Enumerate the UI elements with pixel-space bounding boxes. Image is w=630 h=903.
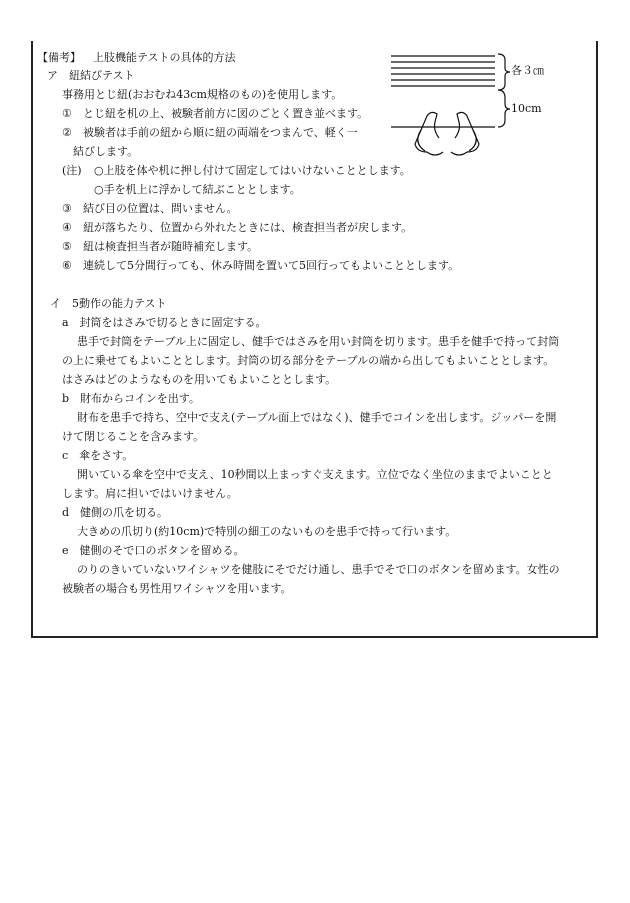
distance-label: 10cm [511,102,542,115]
task-text: 患手で封筒をテーブル上に固定し、健手ではさみを用い封筒を切ります。患手を健手で持って封筒 [77,335,560,348]
task-text: 大きめの爪切り(約10cm)で特別の細工のないものを患手で持って行います。 [77,525,457,538]
section-a-title: ア 紐結びテスト [47,69,135,82]
strings-and-hands-illustration [383,48,523,163]
item-text: とじ紐を机の上、被験者前方に図のごとく置き並べます。 [83,107,369,120]
task-heading: c 傘をさす。 [62,449,134,462]
section-a-intro: 事務用とじ紐(おおむね43cm規格のもの)を使用します。 [62,88,343,101]
task-text: 財布を患手で持ち、空中で支え(テーブル面上ではなく)、健手でコインを出します。ジッパーを開 [77,411,557,424]
task-heading: e 健側のそで口のボタンを留める。 [62,544,245,557]
item-num: ④ [62,221,72,234]
item-text: 被験者は手前の紐から順に紐の両端をつまんで、軽く一 [83,126,358,139]
task-text: します。肩に担いではいけません。 [62,487,238,500]
task-heading: b 財布からコインを出す。 [62,392,200,405]
item-text: 連続して5分間行っても、休み時間を置いて5回行ってもよいこととします。 [83,259,460,272]
section-b-title: イ 5動作の能力テスト [50,297,167,310]
item-text: 結び目の位置は、問いません。 [83,202,238,215]
item-text: 紐は検査担当者が随時補充します。 [83,240,259,253]
item-num: ① [62,107,72,120]
item-num: ⑥ [62,259,72,272]
page-title: 上肢機能テストの具体的方法 [93,51,236,64]
item-num: ③ [62,202,72,215]
spacing-label: 各３㎝ [511,64,544,77]
task-heading: a 封筒をはさみで切るときに固定する。 [62,316,267,329]
note-label: (注) [62,164,82,177]
task-text: の上に乗せてもよいこととします。封筒の切る部分をテーブルの端から出してもよいこととします。 [62,354,555,367]
item-text: 紐が落ちたり、位置から外れたときには、検査担当者が戻します。 [83,221,413,234]
task-text: けて閉じることを含みます。 [62,430,205,443]
item-num: ⑤ [62,240,72,253]
item-num: ② [62,126,72,139]
task-text: のりのきいていないワイシャツを健肢にそでだけ通し、患手でそで口のボタンを留めます。女性の [77,563,560,576]
task-text: はさみはどのようなものを用いてもよいこととします。 [62,373,337,386]
task-text: 被験者の場合も男性用ワイシャツを用います。 [62,582,292,595]
note-text: ○手を机上に浮かして結ぶこととします。 [94,183,301,196]
task-heading: d 健側の爪を切る。 [62,506,169,519]
item-text-cont: 結びします。 [73,145,139,158]
task-text: 開いている傘を空中で支え、10秒間以上まっすぐ支えます。立位でなく坐位のままでよいことと [77,468,553,481]
remarks-tag: 【備考】 [37,51,81,64]
note-text: ○上肢を体や机に押し付けて固定してはいけないこととします。 [94,164,411,177]
string-layout-figure [383,48,544,163]
